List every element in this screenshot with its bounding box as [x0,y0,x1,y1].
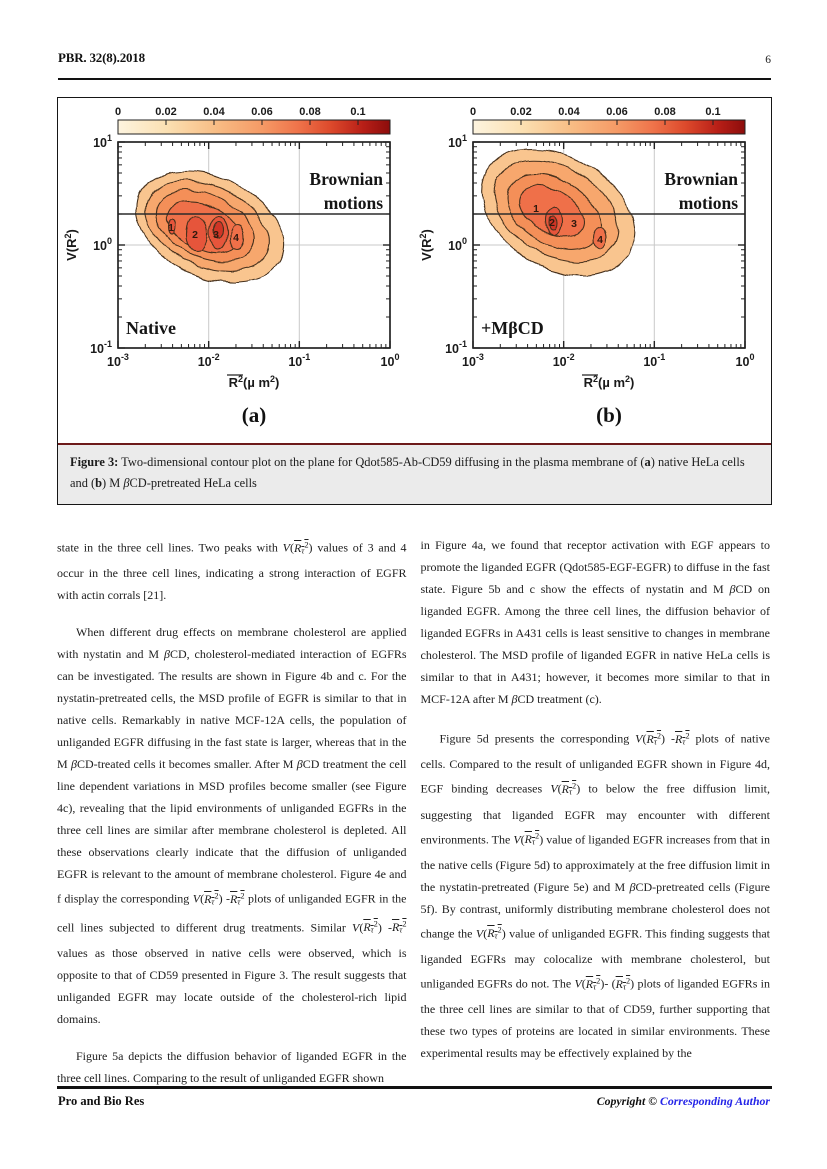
y-tick-10e-1: $10^{-1}$ [444,339,467,356]
contour-plot-panel-b [415,100,770,448]
peak-label-4: 4 [596,234,603,246]
journal-reference: PBR. 32(8).2018 [58,50,145,65]
peak-label-1: 1 [532,203,539,215]
peak-label-2: 2 [191,229,198,241]
svg-text:V(R2): $V(R^2)$ [62,229,79,261]
colorbar-tick: 0 [114,106,121,118]
page-number: 6 [765,54,771,66]
peak-label-2: 2 [548,217,555,229]
y-tick-10e0: $10^0$ [92,236,112,253]
condition-label: Native [125,318,176,338]
annotation-brownian: Brownian [663,169,738,189]
paragraph: When different drug effects on membrane cholesterol are applied with nystatin and M βCD, cholesterol-mediated interaction of EGFRs can be investigated. The results are shown in Figure 4b and c. For the nystatin-pretreated cells, the MSD profile of EGFR is similar to that in native cells. Remarkably in native MCF-12A cells, the population of unliganded EGFR diffusing in the fast state is larger, whereas that in the M βCD-treated cells it becomes smaller. After M βCD treatment the cell line dependent variations in MSD profiles become smaller (see Figure 4c), revealing that the lipid environments of unliganded EGFRs in the three cell lines are similar after membrane cholesterol is depleted. All these observations clearly indicate that the diffusion of unliganded EGFR is relevant to the amount of membrane cholesterol. Figure 4e and f display the corresponding $V(R_\tau^2)$ $-R_\tau^2$ plots of unliganded EGFR in the cell lines subjected to different drug treatments. Similar $V(R_\tau^2)$ $-R_\tau^2$ values as those observed in native cells were observed, which is opposite to that of CD59 presented in Figure 3. The result suggests that unliganded EGFR may locate outside of the cholesterol-rich lipid domains. [57,625,407,1026]
annotation-motions: motions [678,193,738,213]
colorbar-tick: 0 [469,106,476,118]
y-tick-10e1: $10^1$ [92,133,112,150]
journal-short-name: Pro and Bio Res [58,1094,145,1108]
y-tick-10e0: $10^0$ [447,236,467,253]
paragraph: Figure 5a depicts the diffusion behavior of liganded EGFR in the three cell lines. Comparing to the result of unliganded EGFR shown [57,1048,407,1085]
header-rule [58,78,771,80]
left-column [57,534,407,1104]
figure-3-box [57,97,772,505]
x-tick-10e-1: $10^{-1}$ [287,352,310,369]
x-tick-10e-3: $10^{-3}$ [461,352,484,369]
annotation-brownian: Brownian [308,169,383,189]
colorbar [118,120,390,134]
x-tick-10e0: $10^0$ [735,352,754,369]
footer-rule [57,1086,772,1089]
y-tick-10e1: $10^1$ [447,133,467,150]
x-tick-10e-2: $10^{-2}$ [552,352,575,369]
colorbar-tick: 0.04 [557,106,580,118]
svg-text:R2(µ m2): $R^2(\mu$ $m^2$) [583,374,634,390]
colorbar-tick: 0.1 [349,106,366,118]
paragraph: in Figure 4a, we found that receptor activation with EGF appears to promote the liganded EGFR (Qdot585-EGF-EGFR) to diffuse in the fast state. Figure 5b and c show the effects of nystatin and M βCD on liganded EGFR. Among the three cell lines, the diffusion behavior of liganded EGFRs in A431 cells is least sensitive to changes in membrane cholesterol. The MSD profile of liganded EGFR in native HeLa cells is similar to that in A431; however, it becomes more similar to that in MCF-12A after M βCD treatment (c). [420,538,771,706]
x-axis-label [582,374,634,390]
colorbar [473,120,745,134]
y-axis-label [63,229,79,261]
colorbar-tick: 0.02 [509,106,532,118]
y-axis-label [418,229,434,261]
figure-panels [58,98,771,448]
paragraph: state in the three cell lines. Two peaks with $V(R_\tau^2)$ values of 3 and 4 occur in the three cell lines, indicating a strong interaction of EGFR with actin corrals [21]. [57,540,407,603]
colorbar-tick: 0.08 [653,106,676,118]
corresponding-author-link[interactable]: Corresponding Author [659,1094,770,1108]
panel-sublabel-b: (b) [595,403,622,427]
panel-sublabel-a: (a) [241,403,266,427]
colorbar-tick: 0.06 [605,106,628,118]
svg-text:R2(µ m2): $R^2(\mu$ $m^2$) [228,374,279,390]
annotation-motions: motions [323,193,383,213]
page-header [58,50,771,66]
colorbar-tick: 0.1 [704,106,721,118]
colorbar-tick: 0.06 [250,106,273,118]
y-tick-10e-1: $10^{-1}$ [89,339,112,356]
contour-blob [118,150,301,305]
x-tick-10e-1: $10^{-1}$ [642,352,665,369]
peak-label-3: 3 [212,229,219,241]
right-column [421,534,771,1104]
x-axis-label [227,374,279,390]
page-footer [58,1094,770,1109]
x-tick-10e-2: $10^{-2}$ [197,352,220,369]
peak-label-4: 4 [232,232,239,244]
peak-label-3: 3 [570,218,577,230]
paragraph: Figure 5d presents the corresponding $V(R_\tau^2)$ $-R_\tau^2$ plots of native cells. Compared to the result of unliganded EGFR shown in Figure 4d, EGF binding decreases $V(R_\tau^2)$ to below the free diffusion limit, suggesting that liganded EGFR may encounter with different environments. The $V(R_\tau^2)$ value of liganded EGFR increases from that in the native cells (Figure 5d) to approximately at the free diffusion limit in the nystatin-pretreated (Figure 5e) and M βCD-pretreated cells (Figure 5f). By contrast, uniformly distributing membrane cholesterol does not change the $V(R_\tau^2)$ value of unliganded EGFR. This finding suggests that liganded EGFRs may colocalize with membrane cholesterol, but unliganded EGFRs do not. The $V(R_\tau^2)-$ $(R_\tau^2)$ plots of liganded EGFRs in the three cell lines are similar to that of CD59, further supporting that these two types of proteins are located in similar environments. These experimental results may be effectively explained by the [420,731,771,1061]
peak-label-1: 1 [167,222,174,234]
colorbar-tick: 0.04 [202,106,225,118]
body-columns [57,534,770,1104]
copyright-prefix: Copyright © [596,1094,660,1108]
x-tick-10e0: $10^0$ [380,352,399,369]
copyright-notice [597,1094,770,1109]
colorbar-tick-labels [469,106,720,118]
condition-label: +MβCD [480,318,544,338]
colorbar-tick: 0.08 [298,106,321,118]
colorbar-tick: 0.02 [154,106,177,118]
contour-blob [458,123,656,302]
contour-plot-panel-a [60,100,415,448]
x-tick-10e-3: $10^{-3}$ [106,352,129,369]
figure-caption: Figure 3: Two-dimensional contour plot on the plane for Qdot585-Ab-CD59 diffusing in the plasma membrane of (a) native HeLa cells and (b) M βCD-pretreated HeLa cells [58,443,771,504]
colorbar-tick-labels [114,106,365,118]
svg-text:V(R2): $V(R^2)$ [417,229,434,261]
